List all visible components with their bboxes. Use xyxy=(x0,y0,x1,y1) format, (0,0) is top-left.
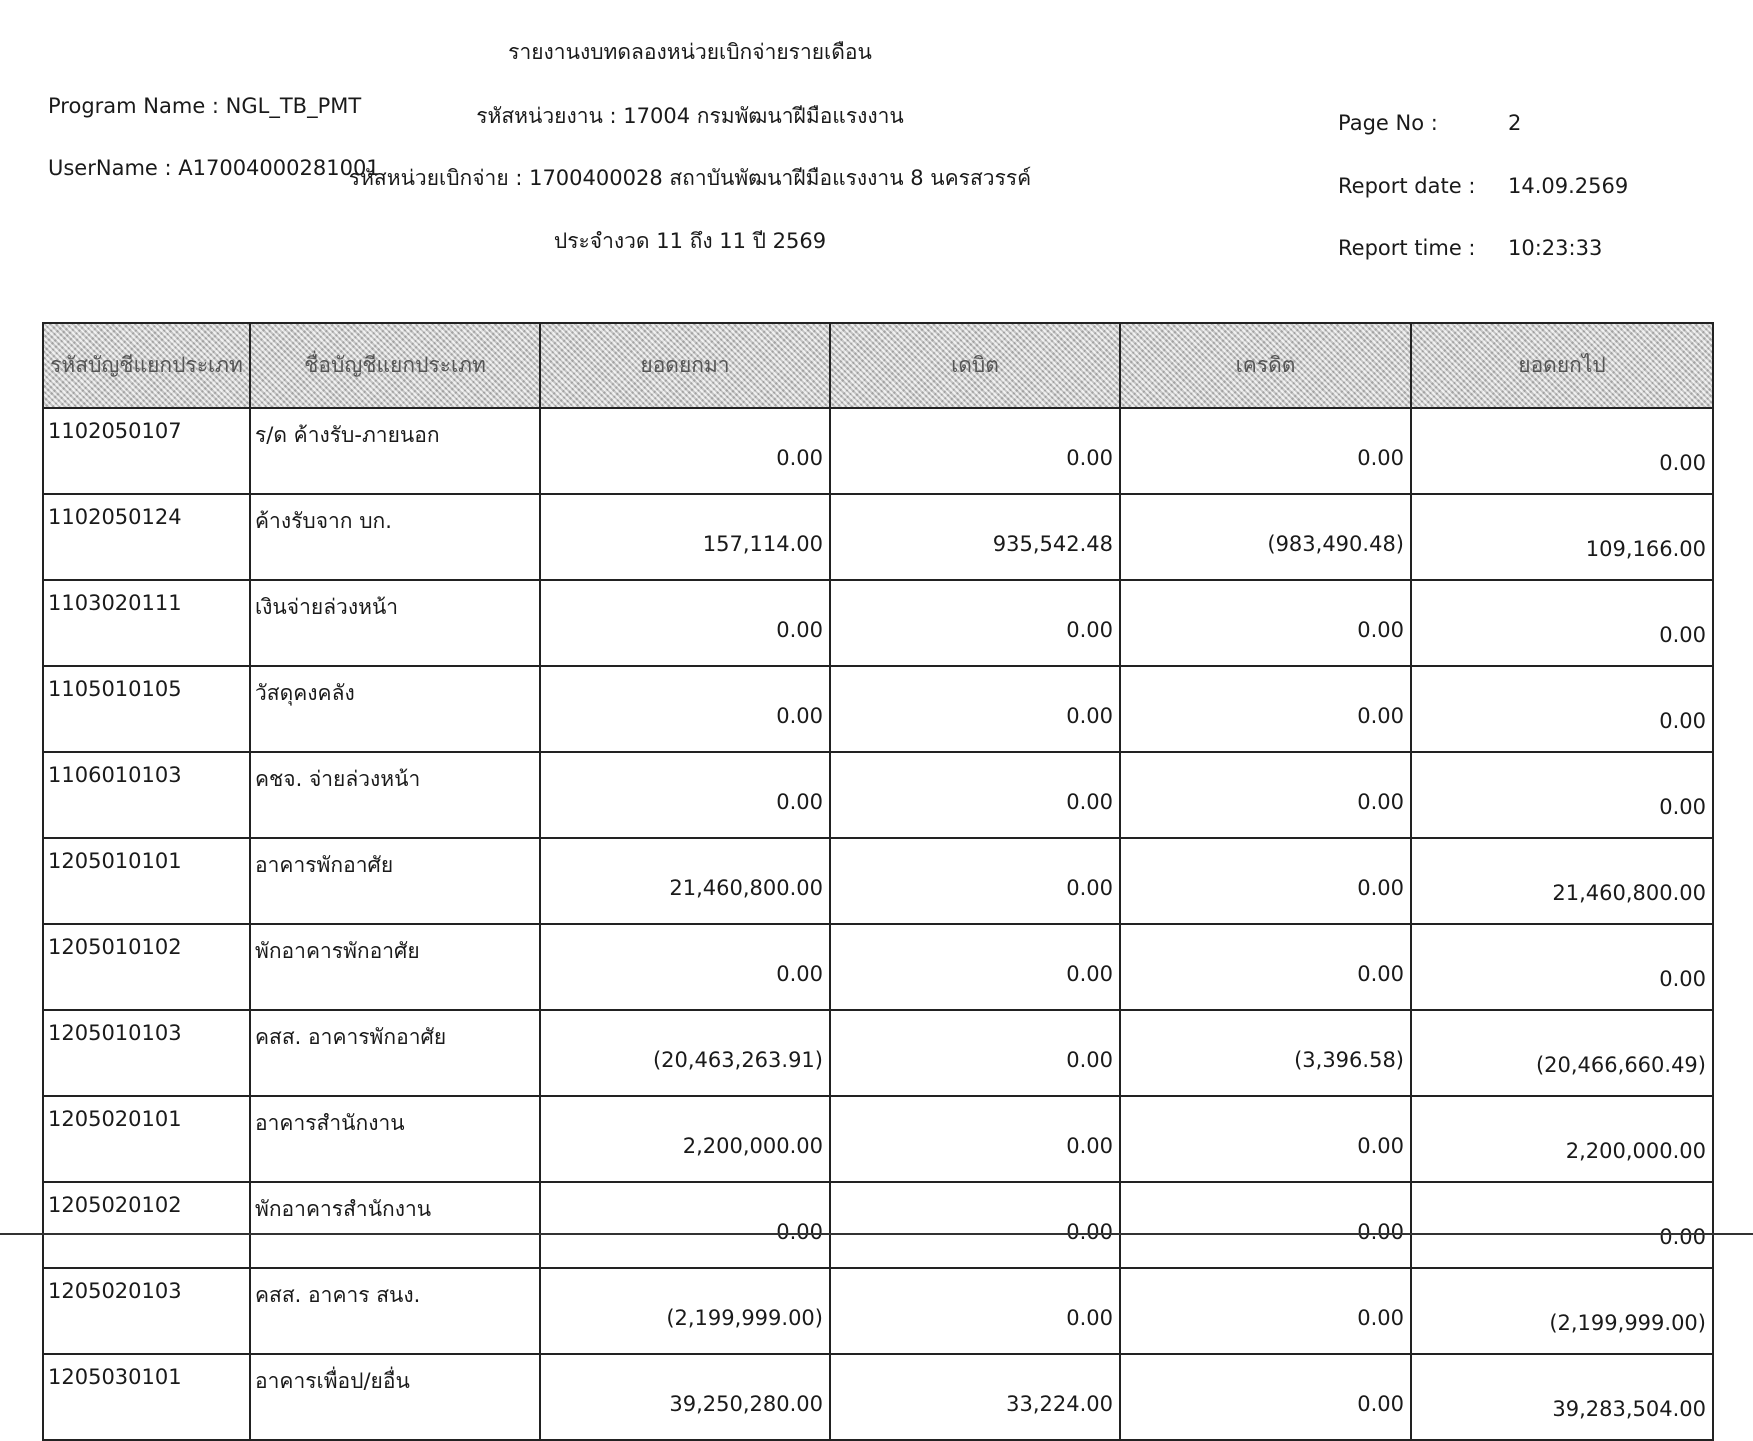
report-date-value: 14.09.2569 xyxy=(1508,174,1629,198)
credit-cell: 0.00 xyxy=(1120,580,1411,666)
credit-cell: 0.00 xyxy=(1120,1096,1411,1182)
account-name-cell: ค้างรับจาก บก. xyxy=(250,494,540,580)
debit-cell: 0.00 xyxy=(830,752,1120,838)
table-row xyxy=(43,1354,1713,1440)
program-name: Program Name : NGL_TB_PMT xyxy=(48,94,362,118)
debit-cell: 0.00 xyxy=(830,1010,1120,1096)
carried-forward-cell: 21,460,800.00 xyxy=(1411,838,1713,924)
table-row xyxy=(43,666,1713,752)
table-row xyxy=(43,494,1713,580)
account-name-cell: คชจ. จ่ายล่วงหน้า xyxy=(250,752,540,838)
user-name: UserName : A17004000281001 xyxy=(48,156,380,180)
account-code-cell: 1205030101 xyxy=(43,1354,250,1440)
carried-forward-cell: 109,166.00 xyxy=(1411,494,1713,580)
credit-cell: 0.00 xyxy=(1120,752,1411,838)
account-name-cell: คสส. อาคารพักอาศัย xyxy=(250,1010,540,1096)
account-name-cell: พักอาคารพักอาศัย xyxy=(250,924,540,1010)
carried-forward-cell: 0.00 xyxy=(1411,752,1713,838)
account-code-cell: 1105010105 xyxy=(43,666,250,752)
header-carried-forward: ยอดยกไป xyxy=(1411,323,1713,408)
debit-cell: 0.00 xyxy=(830,838,1120,924)
report-date-label: Report date : xyxy=(1338,174,1476,198)
period-line: ประจำงวด 11 ถึง 11 ปี 2569 xyxy=(553,229,827,253)
brought-forward-cell: 21,460,800.00 xyxy=(540,838,830,924)
credit-cell: (983,490.48) xyxy=(1120,494,1411,580)
header-debit: เดบิต xyxy=(830,323,1120,408)
header-credit: เครดิต xyxy=(1120,323,1411,408)
debit-cell: 33,224.00 xyxy=(830,1354,1120,1440)
debit-cell: 0.00 xyxy=(830,1096,1120,1182)
account-name-cell: เงินจ่ายล่วงหน้า xyxy=(250,580,540,666)
account-code-cell: 1205020101 xyxy=(43,1096,250,1182)
debit-cell: 0.00 xyxy=(830,408,1120,494)
table-header-row xyxy=(43,323,1713,408)
account-code-cell: 1205020102 xyxy=(43,1182,250,1268)
header-brought-forward: ยอดยกมา xyxy=(540,323,830,408)
table-row xyxy=(43,924,1713,1010)
account-code-cell: 1205010103 xyxy=(43,1010,250,1096)
credit-cell: 0.00 xyxy=(1120,924,1411,1010)
brought-forward-cell: 157,114.00 xyxy=(540,494,830,580)
brought-forward-cell: 0.00 xyxy=(540,408,830,494)
brought-forward-cell: 0.00 xyxy=(540,580,830,666)
credit-cell: 0.00 xyxy=(1120,1354,1411,1440)
account-name-cell: วัสดุคงคลัง xyxy=(250,666,540,752)
table-row xyxy=(43,580,1713,666)
carried-forward-cell: 0.00 xyxy=(1411,408,1713,494)
header-account-code: รหัสบัญชีแยกประเภท xyxy=(43,323,250,408)
header-account-name: ชื่อบัญชีแยกประเภท xyxy=(250,323,540,408)
carried-forward-cell: 0.00 xyxy=(1411,666,1713,752)
brought-forward-cell: 0.00 xyxy=(540,666,830,752)
credit-cell: 0.00 xyxy=(1120,1268,1411,1354)
brought-forward-cell: 39,250,280.00 xyxy=(540,1354,830,1440)
agency-line: รหัสหน่วยงาน : 17004 กรมพัฒนาฝีมือแรงงาน xyxy=(476,104,904,128)
debit-cell: 935,542.48 xyxy=(830,494,1120,580)
brought-forward-cell: 0.00 xyxy=(540,752,830,838)
account-name-cell: คสส. อาคาร สนง. xyxy=(250,1268,540,1354)
brought-forward-cell: 0.00 xyxy=(540,924,830,1010)
table-row xyxy=(43,1268,1713,1354)
page-no-label: Page No : xyxy=(1338,111,1438,135)
table-row xyxy=(43,1010,1713,1096)
account-code-cell: 1205020103 xyxy=(43,1268,250,1354)
account-name-cell: อาคารพักอาศัย xyxy=(250,838,540,924)
account-code-cell: 1106010103 xyxy=(43,752,250,838)
account-code-cell: 1205010102 xyxy=(43,924,250,1010)
debit-cell: 0.00 xyxy=(830,1182,1120,1268)
account-name-cell: พักอาคารสำนักงาน xyxy=(250,1182,540,1268)
account-name-cell: อาคารเพื่อป/ยอื่น xyxy=(250,1354,540,1440)
brought-forward-cell: 2,200,000.00 xyxy=(540,1096,830,1182)
table-row xyxy=(43,752,1713,838)
carried-forward-cell: 0.00 xyxy=(1411,1182,1713,1268)
credit-cell: 0.00 xyxy=(1120,838,1411,924)
brought-forward-cell: (20,463,263.91) xyxy=(540,1010,830,1096)
debit-cell: 0.00 xyxy=(830,1268,1120,1354)
trial-balance-table xyxy=(42,322,1714,1441)
page-no-value: 2 xyxy=(1508,111,1522,135)
account-name-cell: อาคารสำนักงาน xyxy=(250,1096,540,1182)
report-title: รายงานงบทดลองหน่วยเบิกจ่ายรายเดือน xyxy=(508,40,872,64)
table-row xyxy=(43,1096,1713,1182)
carried-forward-cell: (2,199,999.00) xyxy=(1411,1268,1713,1354)
debit-cell: 0.00 xyxy=(830,666,1120,752)
debit-cell: 0.00 xyxy=(830,580,1120,666)
account-code-cell: 1102050124 xyxy=(43,494,250,580)
credit-cell: 0.00 xyxy=(1120,1182,1411,1268)
carried-forward-cell: 2,200,000.00 xyxy=(1411,1096,1713,1182)
credit-cell: 0.00 xyxy=(1120,666,1411,752)
account-code-cell: 1103020111 xyxy=(43,580,250,666)
footer-rule xyxy=(0,1233,1753,1235)
report-time-label: Report time : xyxy=(1338,236,1476,260)
brought-forward-cell: (2,199,999.00) xyxy=(540,1268,830,1354)
carried-forward-cell: (20,466,660.49) xyxy=(1411,1010,1713,1096)
account-code-cell: 1205010101 xyxy=(43,838,250,924)
table-row xyxy=(43,408,1713,494)
table-row xyxy=(43,1182,1713,1268)
carried-forward-cell: 0.00 xyxy=(1411,580,1713,666)
debit-cell: 0.00 xyxy=(830,924,1120,1010)
report-time-value: 10:23:33 xyxy=(1508,236,1603,260)
carried-forward-cell: 39,283,504.00 xyxy=(1411,1354,1713,1440)
disbursement-unit-line: รหัสหน่วยเบิกจ่าย : 1700400028 สถาบันพัฒนาฝีมือแรงงาน 8 นครสวรรค์ xyxy=(348,166,1032,190)
credit-cell: 0.00 xyxy=(1120,408,1411,494)
account-code-cell: 1102050107 xyxy=(43,408,250,494)
carried-forward-cell: 0.00 xyxy=(1411,924,1713,1010)
brought-forward-cell: 0.00 xyxy=(540,1182,830,1268)
account-name-cell: ร/ด ค้างรับ-ภายนอก xyxy=(250,408,540,494)
credit-cell: (3,396.58) xyxy=(1120,1010,1411,1096)
table-row xyxy=(43,838,1713,924)
